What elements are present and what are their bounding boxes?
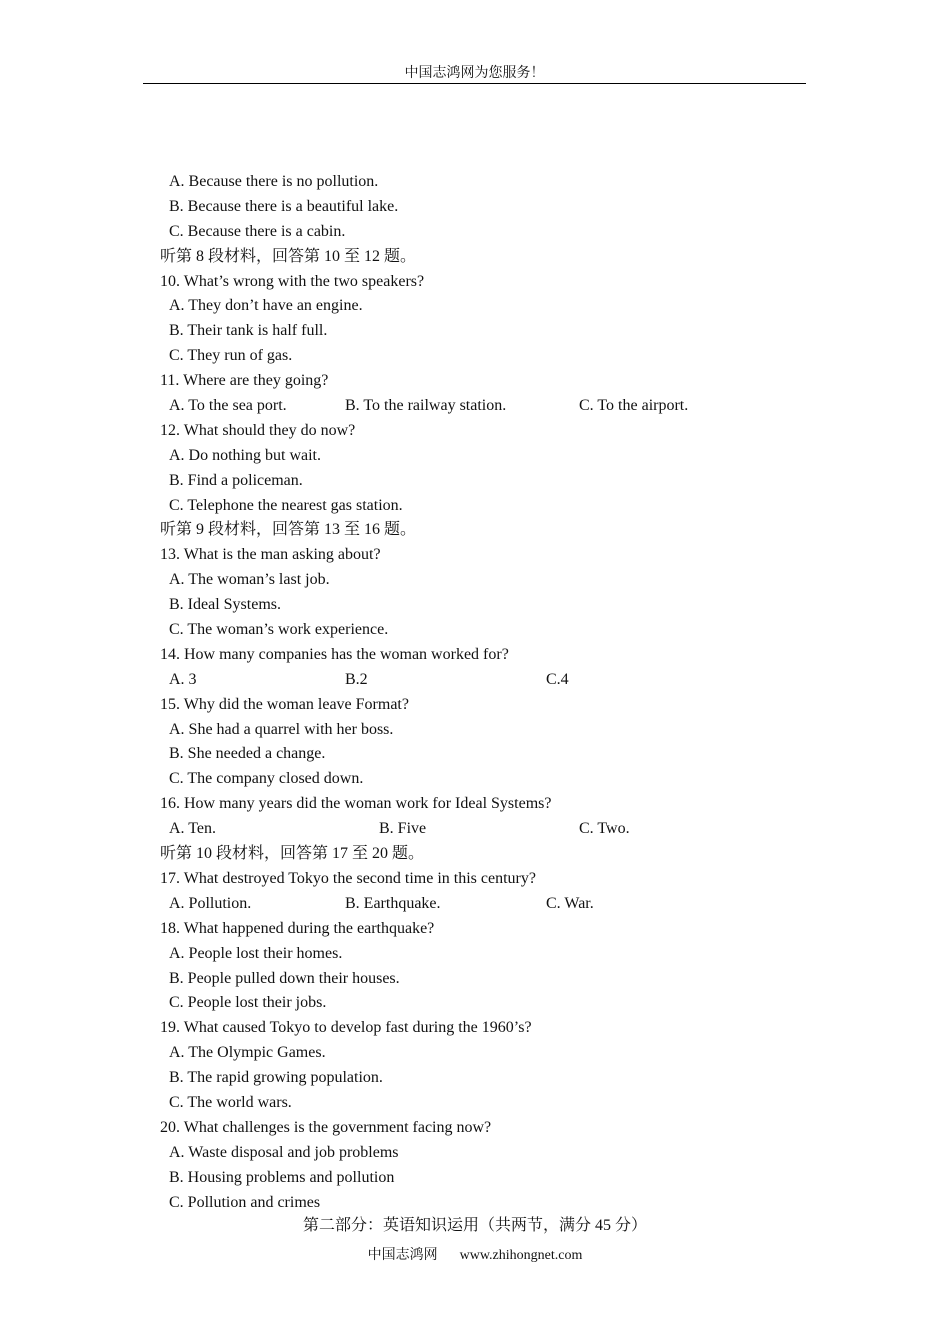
option-c: C. They run of gas.	[169, 347, 293, 365]
option-b: B. Because there is a beautiful lake.	[169, 197, 399, 215]
option-c: C. War.	[546, 894, 594, 912]
question-11: 11. Where are they going?	[160, 372, 329, 390]
option-a: A. The woman’s last job.	[169, 571, 330, 589]
option-a: A. To the sea port.	[169, 397, 287, 415]
question-15: 15. Why did the woman leave Format?	[160, 695, 409, 713]
option-c: C.4	[546, 670, 569, 688]
question-10: 10. What’s wrong with the two speakers?	[160, 272, 425, 290]
section-instruction: 听第 9 段材料，回答第 13 至 16 题。	[160, 521, 417, 539]
footer-url-link[interactable]: www.zhihongnet.com	[459, 1248, 583, 1263]
options-row	[160, 668, 800, 693]
option-b: B. Ideal Systems.	[169, 596, 281, 614]
question-14: 14. How many companies has the woman worked for?	[160, 645, 509, 663]
option-c: C. People lost their jobs.	[169, 994, 327, 1012]
option-b: B. Their tank is half full.	[169, 322, 328, 340]
option-c: C. Telephone the nearest gas station.	[169, 496, 403, 514]
header-divider	[143, 83, 806, 84]
option-c: C. The woman’s work experience.	[169, 621, 389, 639]
option-c: C. The company closed down.	[169, 770, 364, 788]
question-16: 16. How many years did the woman work for Ideal Systems?	[160, 795, 552, 813]
option-b: B. People pulled down their houses.	[169, 969, 400, 987]
option-b: B. Five	[379, 820, 427, 838]
option-c: C. Pollution and crimes	[169, 1193, 321, 1211]
question-20: 20. What challenges is the government facing now?	[160, 1118, 492, 1136]
option-a: A. Waste disposal and job problems	[169, 1143, 399, 1161]
options-row	[160, 817, 800, 842]
exam-content	[160, 170, 800, 1215]
option-c: C. Two.	[579, 820, 630, 838]
question-18: 18. What happened during the earthquake?	[160, 919, 435, 937]
option-b: B. The rapid growing population.	[169, 1069, 383, 1087]
option-a: A. Pollution.	[169, 894, 252, 912]
section-instruction: 听第 8 段材料，回答第 10 至 12 题。	[160, 247, 417, 265]
question-19: 19. What caused Tokyo to develop fast during the 1960’s?	[160, 1019, 532, 1037]
question-13: 13. What is the man asking about?	[160, 546, 381, 564]
option-a: A. Ten.	[169, 820, 217, 838]
option-b: B.2	[345, 670, 368, 688]
options-row	[160, 394, 800, 419]
option-a: A. 3	[169, 670, 197, 688]
section-heading: 第二部分：英语知识运用（共两节，满分 45 分）	[302, 1217, 647, 1234]
page-header: 中国志鸿网为您服务！	[404, 66, 545, 81]
option-c: C. Because there is a cabin.	[169, 222, 346, 240]
option-a: A. Because there is no pollution.	[169, 173, 379, 190]
footer-site-name: 中国志鸿网	[367, 1248, 438, 1263]
option-b: B. She needed a change.	[169, 745, 326, 763]
section-instruction: 听第 10 段材料，回答第 17 至 20 题。	[160, 845, 425, 863]
option-c: C. The world wars.	[169, 1093, 292, 1111]
option-b: B. Earthquake.	[345, 894, 441, 912]
option-a: A. People lost their homes.	[169, 944, 343, 962]
option-a: A. Do nothing but wait.	[169, 446, 321, 464]
options-row	[160, 892, 800, 917]
option-b: B. To the railway station.	[345, 397, 507, 415]
option-a: A. They don’t have an engine.	[169, 297, 363, 315]
option-a: A. The Olympic Games.	[169, 1044, 326, 1062]
question-12: 12. What should they do now?	[160, 421, 356, 439]
option-a: A. She had a quarrel with her boss.	[169, 720, 394, 738]
option-b: B. Find a policeman.	[169, 471, 303, 489]
option-b: B. Housing problems and pollution	[169, 1168, 395, 1186]
page-footer	[0, 1246, 950, 1266]
question-17: 17. What destroyed Tokyo the second time in this century?	[160, 869, 536, 887]
option-c: C. To the airport.	[579, 397, 689, 415]
